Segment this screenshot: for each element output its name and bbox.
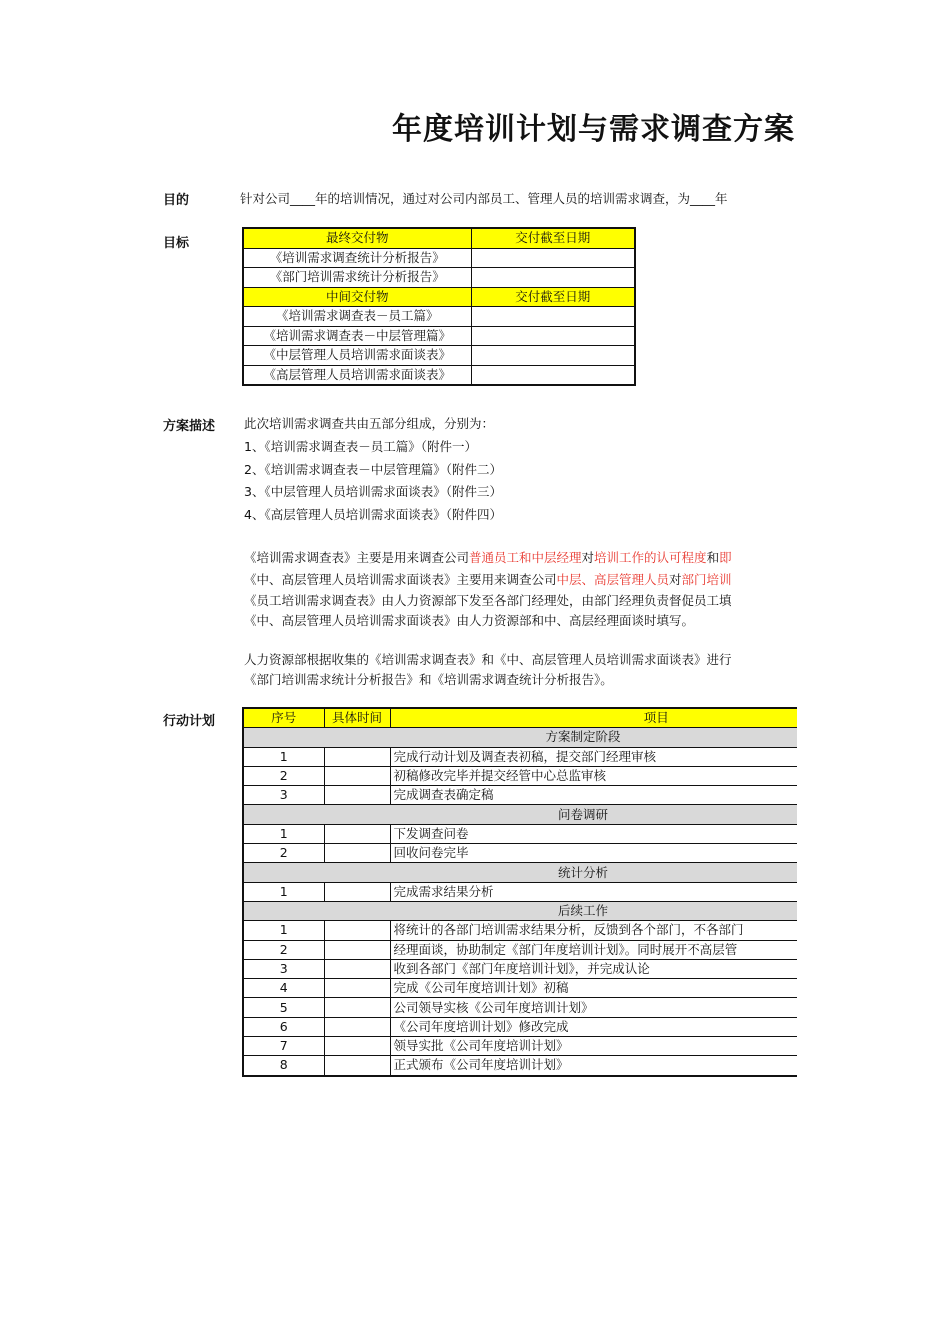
table-cell: 《中层管理人员培训需求面谈表》: [243, 346, 471, 366]
description-item: 1、《培训需求调查表－员工篇》（附件一）: [244, 439, 477, 454]
row-number: 3: [243, 959, 324, 978]
goal-label: 目标: [163, 236, 190, 251]
column-header: 交付截至日期: [471, 228, 635, 248]
highlight-text: 中层、高层管理人员: [556, 572, 670, 587]
row-time: [324, 1056, 390, 1076]
row-number: 1: [243, 747, 324, 766]
table-row: [243, 959, 797, 978]
action-plan-table: [242, 707, 797, 1077]
row-number: 2: [243, 844, 324, 863]
phase-row: [243, 728, 797, 747]
row-item: 下发调查问卷: [390, 824, 797, 843]
row-time: [324, 1017, 390, 1036]
column-header: 交付截至日期: [471, 287, 635, 307]
table-row: [243, 786, 797, 805]
row-item: 正式颁布《公司年度培训计划》: [390, 1056, 797, 1076]
row-number: 4: [243, 979, 324, 998]
text-run: 对: [669, 572, 682, 587]
description-intro: 此次培训需求调查共由五部分组成，分别为：: [244, 416, 495, 431]
row-number: 1: [243, 921, 324, 940]
table-row: [243, 268, 635, 288]
highlight-text: 普通员工和中层经理: [469, 550, 582, 565]
row-time: [324, 959, 390, 978]
table-row: [243, 921, 797, 940]
table-row: [243, 326, 635, 346]
column-header: 具体时间: [324, 708, 390, 728]
table-cell: [471, 268, 635, 288]
table-row: [243, 747, 797, 766]
table-row: [243, 1037, 797, 1056]
row-item: 将统计的各部门培训需求结果分析，反馈到各个部门，不各部门: [390, 921, 797, 940]
table-row: [243, 766, 797, 785]
description-item: 2、《培训需求调查表－中层管理篇》（附件二）: [244, 462, 502, 477]
row-time: [324, 1037, 390, 1056]
description-paragraph: 人力资源部根据收集的《培训需求调查表》和《中、高层管理人员培训需求面谈表》进行: [244, 652, 732, 667]
row-item: 完成行动计划及调查表初稿，提交部门经理审核: [390, 747, 797, 766]
row-time: [324, 747, 390, 766]
table-row: [243, 844, 797, 863]
description-item: 4、《高层管理人员培训需求面谈表》（附件四）: [244, 507, 502, 522]
table-cell: 《培训需求调查表－员工篇》: [243, 307, 471, 327]
row-item: 《公司年度培训计划》修改完成: [390, 1017, 797, 1036]
phase-row: [243, 901, 797, 920]
table-row: [243, 940, 797, 959]
action-plan-label: 行动计划: [163, 714, 216, 729]
table-cell: [471, 307, 635, 327]
purpose-label: 目的: [163, 193, 190, 208]
column-header: 中间交付物: [243, 287, 471, 307]
highlight-text: 培训工作的认可程度: [594, 550, 707, 565]
column-header: 项目: [390, 708, 797, 728]
row-item: 回收问卷完毕: [390, 844, 797, 863]
row-time: [324, 824, 390, 843]
description-paragraph: 《员工培训需求调查表》由人力资源部下发至各部门经理处，由部门经理负责督促员工填: [244, 593, 732, 608]
row-time: [324, 882, 390, 901]
table-header-row: [243, 228, 635, 248]
phase-name: 统计分析: [243, 863, 797, 882]
row-number: 1: [243, 824, 324, 843]
phase-row: [243, 863, 797, 882]
row-item: 经理面谈，协助制定《部门年度培训计划》。同时展开不高层管: [390, 940, 797, 959]
row-number: 2: [243, 940, 324, 959]
row-number: 8: [243, 1056, 324, 1076]
table-header-row: [243, 287, 635, 307]
table-cell: [471, 326, 635, 346]
highlight-text: 即: [719, 550, 732, 565]
row-item: 完成需求结果分析: [390, 882, 797, 901]
deliverables-table: [242, 227, 636, 386]
description-paragraph-interview: [244, 570, 732, 588]
table-row: [243, 1017, 797, 1036]
row-time: [324, 786, 390, 805]
row-item: 完成《公司年度培训计划》初稿: [390, 979, 797, 998]
row-time: [324, 844, 390, 863]
table-cell: [471, 248, 635, 268]
table-cell: 《高层管理人员培训需求面谈表》: [243, 365, 471, 385]
table-row: [243, 307, 635, 327]
text-run: 对: [581, 550, 595, 565]
table-row: [243, 1056, 797, 1076]
table-cell: [471, 365, 635, 385]
row-time: [324, 766, 390, 785]
row-number: 2: [243, 766, 324, 785]
table-row: [243, 248, 635, 268]
row-number: 3: [243, 786, 324, 805]
phase-name: 问卷调研: [243, 805, 797, 824]
row-number: 5: [243, 998, 324, 1017]
column-header: 序号: [243, 708, 324, 728]
table-row: [243, 824, 797, 843]
purpose-text: 针对公司____年的培训情况，通过对公司内部员工、管理人员的培训需求调查，为____年: [240, 191, 728, 206]
description-item: 3、《中层管理人员培训需求面谈表》（附件三）: [244, 484, 502, 499]
row-time: [324, 940, 390, 959]
table-row: [243, 365, 635, 385]
highlight-text: 部门培训: [681, 572, 732, 587]
table-cell: 《部门培训需求统计分析报告》: [243, 268, 471, 288]
phase-name: 方案制定阶段: [243, 728, 797, 747]
phase-row: [243, 805, 797, 824]
table-cell: [471, 346, 635, 366]
table-row: [243, 346, 635, 366]
column-header: 最终交付物: [243, 228, 471, 248]
row-number: 7: [243, 1037, 324, 1056]
table-row: [243, 882, 797, 901]
row-item: 公司领导实核《公司年度培训计划》: [390, 998, 797, 1017]
table-header-row: [243, 708, 797, 728]
row-number: 6: [243, 1017, 324, 1036]
row-item: 领导实批《公司年度培训计划》: [390, 1037, 797, 1056]
row-item: 初稿修改完毕并提交经管中心总监审核: [390, 766, 797, 785]
row-time: [324, 979, 390, 998]
description-paragraph: 《中、高层管理人员培训需求面谈表》由人力资源部和中、高层经理面谈时填写。: [244, 613, 695, 628]
row-time: [324, 998, 390, 1017]
table-cell: 《培训需求调查统计分析报告》: [243, 248, 471, 268]
phase-name: 后续工作: [243, 901, 797, 920]
text-run: 和: [706, 550, 720, 565]
table-cell: 《培训需求调查表－中层管理篇》: [243, 326, 471, 346]
row-number: 1: [243, 882, 324, 901]
description-paragraph: 《部门培训需求统计分析报告》和《培训需求调查统计分析报告》。: [244, 672, 613, 687]
row-item: 完成调查表确定稿: [390, 786, 797, 805]
text-run: 《培训需求调查表》主要是用来调查公司: [244, 550, 470, 565]
row-time: [324, 921, 390, 940]
row-item: 收到各部门《部门年度培训计划》，并完成认论: [390, 959, 797, 978]
description-label: 方案描述: [163, 419, 216, 434]
table-row: [243, 979, 797, 998]
text-run: 《中、高层管理人员培训需求面谈表》主要用来调查公司: [244, 572, 557, 587]
table-row: [243, 998, 797, 1017]
description-paragraph-survey: [244, 548, 732, 566]
page-title: 年度培训计划与需求调查方案: [392, 112, 795, 147]
